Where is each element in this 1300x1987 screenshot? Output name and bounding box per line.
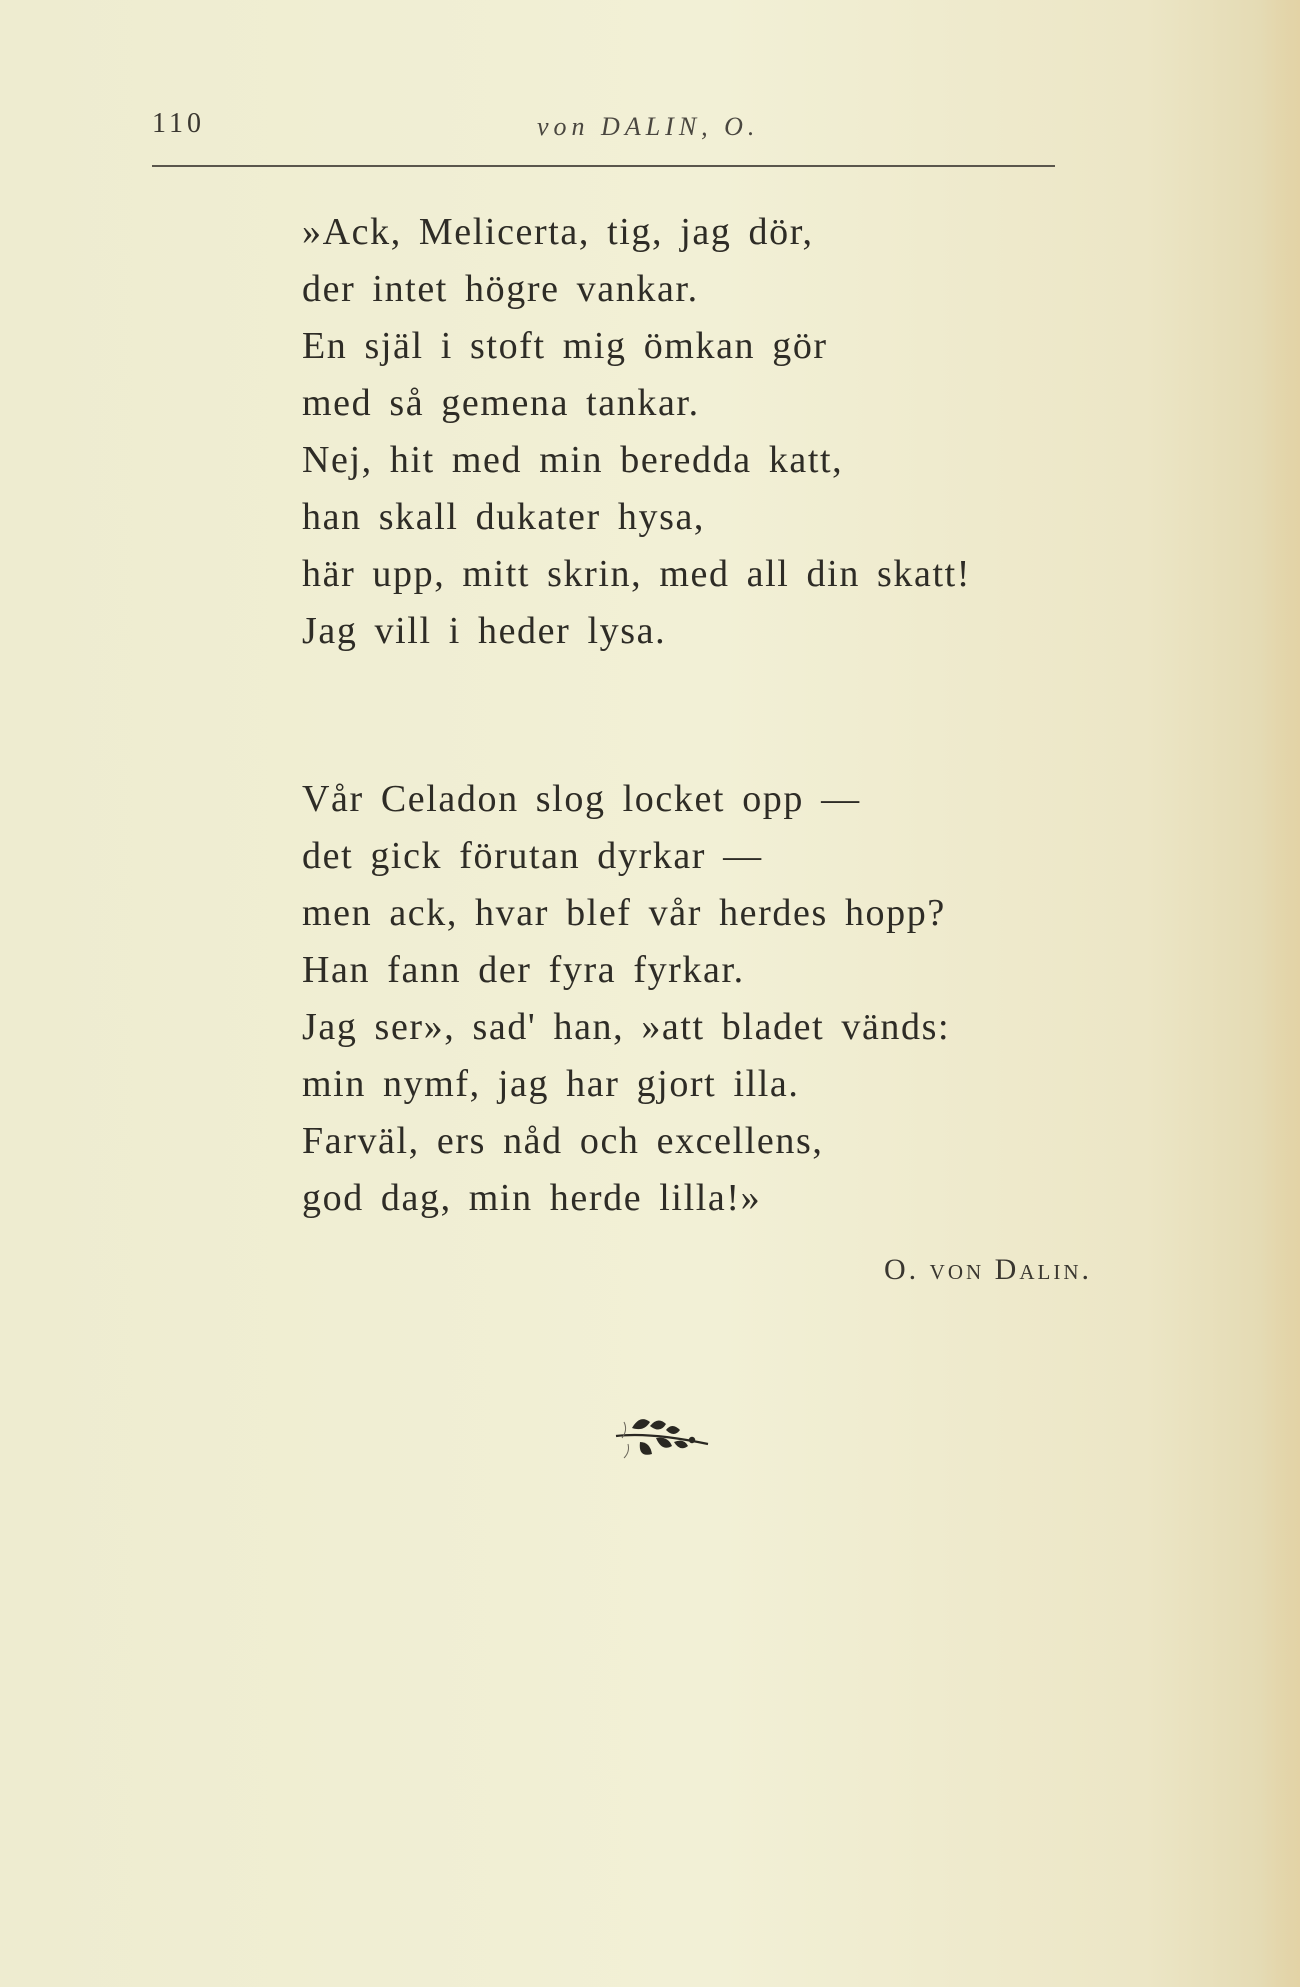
verse-line: Jag ser», sad' han, »att bladet vänds:: [302, 1006, 951, 1048]
stanza-1: [302, 204, 1122, 660]
header-rule: [152, 165, 1055, 167]
verse-line: han skall dukater hysa,: [302, 496, 706, 538]
verse-line: En själ i stoft mig ömkan gör: [302, 325, 828, 367]
page-header: [152, 108, 1052, 148]
verse-line: Nej, hit med min beredda katt,: [302, 439, 844, 481]
verse-line: här upp, mitt skrin, med all din skatt!: [302, 553, 972, 595]
leaf-sprig-ornament-icon: [610, 1408, 714, 1464]
verse-line: der intet högre vankar.: [302, 268, 699, 310]
verse-line: Han fann der fyra fyrkar.: [302, 949, 745, 991]
verse-line: men ack, hvar blef vår herdes hopp?: [302, 892, 946, 934]
verse-line: med så gemena tankar.: [302, 382, 700, 424]
verse-line: Jag vill i heder lysa.: [302, 610, 667, 652]
verse-line: det gick förutan dyrkar —: [302, 835, 763, 877]
stanza-2: [302, 771, 1122, 1227]
page-edge-shading: [1260, 0, 1300, 1987]
verse-line: Farväl, ers nåd och excellens,: [302, 1120, 824, 1162]
page-number: 110: [152, 108, 205, 139]
author-signature: O. von Dalin.: [884, 1253, 1092, 1286]
verse-line: god dag, min herde lilla!»: [302, 1177, 762, 1219]
running-head: von DALIN, O.: [537, 112, 760, 141]
verse-line: min nymf, jag har gjort illa.: [302, 1063, 800, 1105]
verse-line: »Ack, Melicerta, tig, jag dör,: [302, 211, 814, 253]
verse-line: Vår Celadon slog locket opp —: [302, 778, 861, 820]
